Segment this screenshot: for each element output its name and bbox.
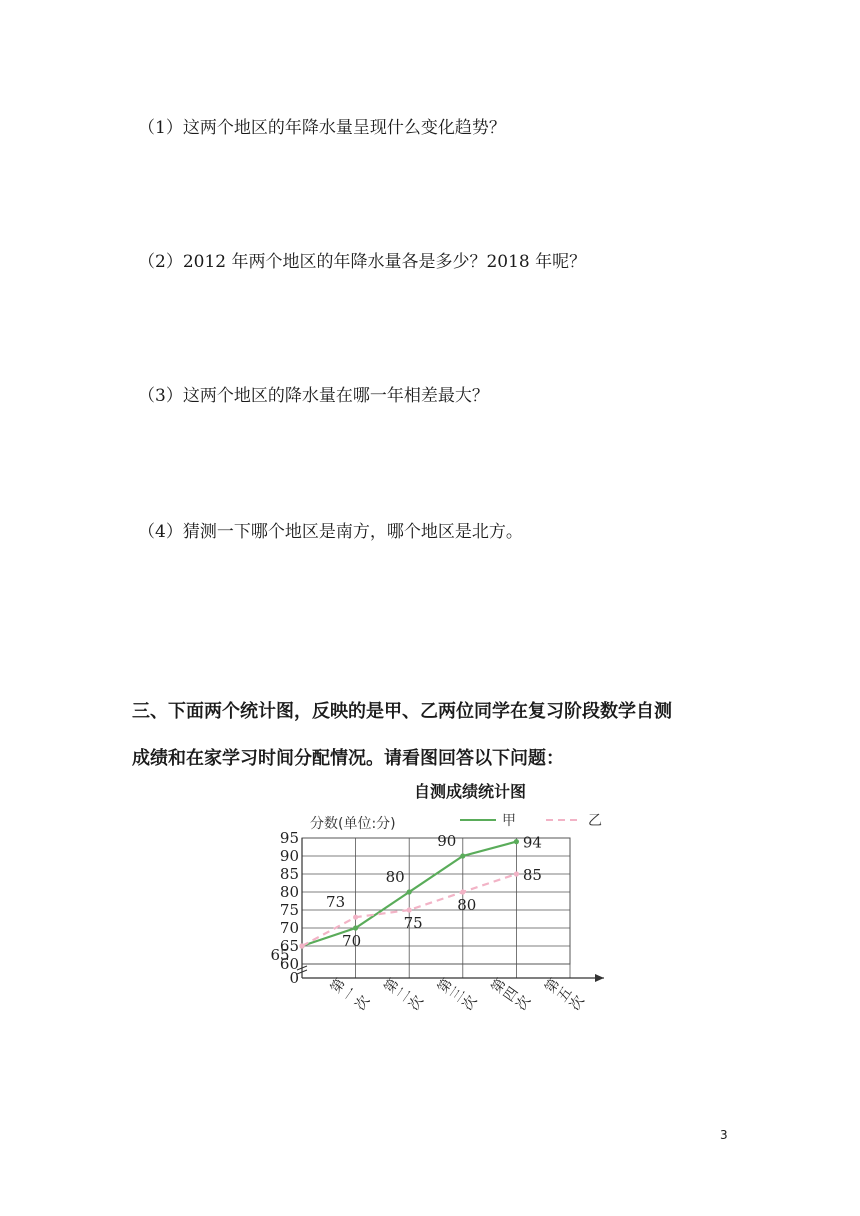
x-tick-label (381, 976, 427, 1014)
x-tick-char: 次 (566, 992, 588, 1014)
data-label: 65 (270, 946, 290, 964)
chart-title: 自测成绩统计图 (413, 782, 526, 801)
x-tick-char: 第 (542, 975, 564, 997)
x-tick-char: 一 (340, 984, 362, 1005)
question-2: （2）2012 年两个地区的年降水量各是多少？2018 年呢？ (138, 252, 587, 272)
x-tick-label (489, 976, 535, 1014)
section-3-heading-line-2: 成绩和在家学习时间分配情况。请看图回答以下问题： (132, 748, 564, 769)
y-tick-label: 95 (279, 829, 299, 847)
data-label: 85 (522, 866, 542, 884)
data-label: 90 (437, 832, 457, 850)
data-label: 80 (457, 896, 477, 914)
x-tick-char: 次 (352, 992, 374, 1014)
legend-label: 甲 (502, 813, 516, 829)
question-1: （1）这两个地区的年降水量呈现什么变化趋势？ (138, 118, 506, 138)
data-label: 73 (326, 893, 346, 912)
data-point (353, 925, 358, 930)
section-3-heading-line-1: 三、下面两个统计图，反映的是甲、乙两位同学在复习阶段数学自测 (132, 701, 672, 722)
x-tick-char: 第 (381, 975, 403, 997)
x-tick-label (542, 976, 588, 1014)
data-point (353, 915, 358, 920)
data-point (407, 889, 412, 894)
x-tick-char: 三 (447, 984, 469, 1005)
x-tick-char: 第 (327, 975, 349, 997)
data-point (460, 889, 465, 894)
x-tick-label (328, 976, 374, 1014)
y-tick-label: 0 (289, 969, 299, 987)
y-tick-label: 70 (279, 919, 299, 937)
data-point (460, 853, 465, 858)
data-point (514, 871, 519, 876)
x-tick-char: 次 (513, 992, 535, 1014)
y-axis-label: 分数(单位:分) (310, 816, 396, 832)
page-number: 3 (720, 1128, 728, 1142)
question-3: （3）这两个地区的降水量在哪一年相差最大？ (138, 386, 489, 406)
question-4: （4）猜测一下哪个地区是南方，哪个地区是北方。 (138, 522, 523, 542)
x-tick-labels (328, 976, 588, 1014)
data-label: 94 (522, 833, 542, 852)
x-tick-char: 四 (500, 984, 522, 1005)
chart-legend (460, 813, 602, 829)
y-tick-label: 90 (279, 847, 299, 865)
x-tick-char: 第 (488, 975, 510, 997)
y-tick-label: 75 (279, 901, 299, 919)
x-tick-text (435, 976, 481, 1014)
x-tick-char: 第 (434, 975, 457, 997)
data-label: 70 (342, 932, 362, 950)
x-tick-text (381, 976, 427, 1014)
data-point (299, 943, 304, 948)
y-tick-label: 65 (279, 937, 299, 955)
data-label: 75 (403, 914, 423, 932)
data-label: 80 (385, 868, 405, 886)
y-tick-label: 60 (279, 955, 299, 973)
x-tick-char: 次 (459, 992, 481, 1014)
x-tick-label (435, 976, 481, 1014)
x-tick-char: 二 (393, 984, 415, 1005)
y-tick-label: 85 (279, 865, 299, 883)
chart-series (270, 832, 541, 964)
x-axis-arrow (595, 974, 604, 982)
x-tick-char: 次 (405, 992, 428, 1014)
x-tick-text (542, 976, 588, 1014)
legend-label: 乙 (588, 813, 602, 829)
score-line-chart (270, 806, 630, 1036)
x-tick-text (489, 976, 535, 1014)
x-tick-text (328, 976, 374, 1014)
x-tick-char: 五 (554, 984, 576, 1005)
data-point (514, 839, 519, 844)
y-tick-label: 80 (279, 883, 299, 901)
data-point (407, 907, 412, 912)
